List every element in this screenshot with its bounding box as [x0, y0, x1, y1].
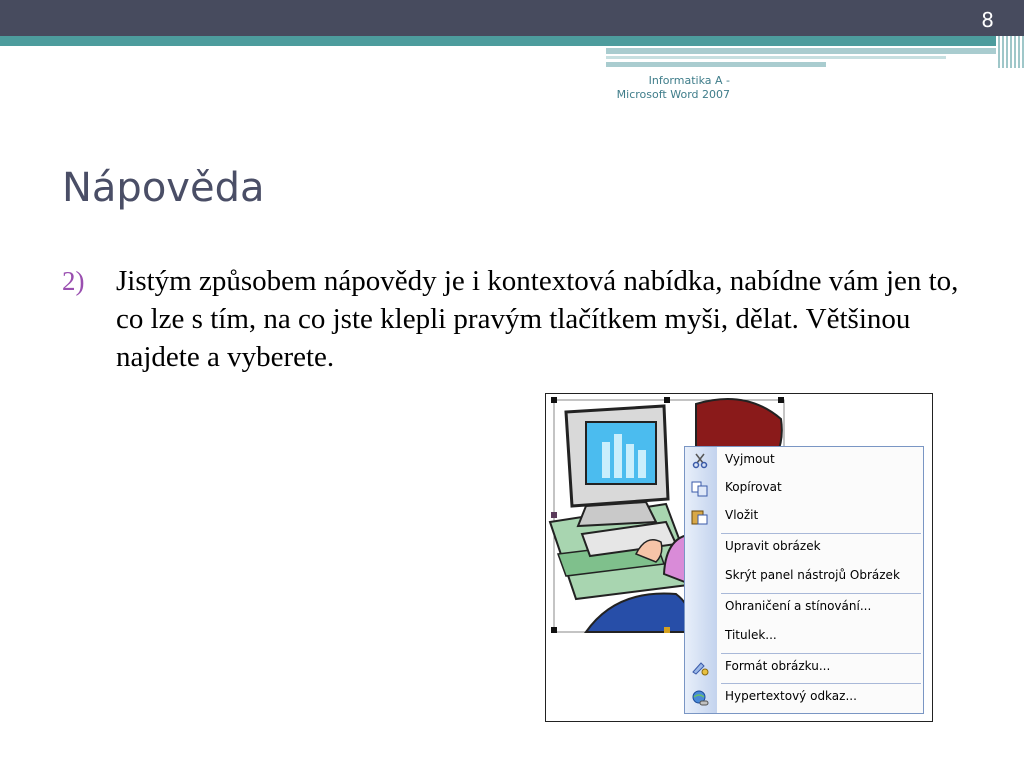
decor-strip: [606, 48, 1024, 54]
paste-icon: [691, 509, 709, 525]
menu-item-copy[interactable]: [685, 477, 923, 501]
decor-strip: [606, 62, 826, 67]
menu-item-edit-picture[interactable]: [685, 536, 923, 560]
menu-separator: [721, 533, 921, 534]
menu-item-hide-picture-toolbar[interactable]: [685, 565, 923, 589]
slide-title: Nápověda: [62, 165, 265, 211]
format-picture-icon: [691, 660, 709, 676]
menu-item-label: Vyjmout: [725, 452, 775, 466]
menu-item-hyperlink[interactable]: [685, 686, 923, 710]
menu-item-label: Titulek...: [725, 628, 777, 642]
menu-item-borders-shading[interactable]: [685, 596, 923, 620]
menu-item-cut[interactable]: [685, 449, 923, 473]
scissors-icon: [691, 453, 709, 469]
menu-separator: [721, 653, 921, 654]
header-note: [590, 74, 730, 102]
list-marker: 2): [62, 266, 85, 296]
copy-icon: [691, 481, 709, 497]
hyperlink-icon: [691, 690, 709, 706]
top-bar: [0, 0, 1024, 36]
menu-item-label: Formát obrázku...: [725, 659, 831, 673]
header-note-line1: Informatika A -: [648, 74, 730, 87]
body-text: Jistým způsobem nápovědy je i kontextová nabídka, nabídne vám jen to, co lze s tím, na co jste klepli pravým tlačítkem myši, dělat. Většinou najdete a vyberete.: [116, 265, 959, 373]
menu-item-label: Kopírovat: [725, 480, 782, 494]
menu-separator: [721, 683, 921, 684]
menu-item-label: Ohraničení a stínování...: [725, 599, 872, 613]
menu-separator: [721, 593, 921, 594]
context-menu-screenshot: [545, 393, 933, 722]
menu-item-format-picture[interactable]: [685, 656, 923, 680]
menu-item-label: Vložit: [725, 508, 759, 522]
context-menu: [684, 446, 924, 714]
menu-item-caption[interactable]: [685, 625, 923, 649]
menu-item-paste[interactable]: [685, 505, 923, 529]
slide-number: 8: [981, 8, 994, 32]
decor-lines: [996, 36, 1024, 68]
menu-item-label: Upravit obrázek: [725, 539, 821, 553]
menu-item-label: Hypertextový odkaz...: [725, 689, 857, 703]
top-accent-bar: [0, 36, 1024, 46]
header-note-line2: Microsoft Word 2007: [616, 88, 730, 101]
decor-strip: [606, 56, 946, 59]
menu-item-label: Skrýt panel nástrojů Obrázek: [725, 568, 900, 582]
